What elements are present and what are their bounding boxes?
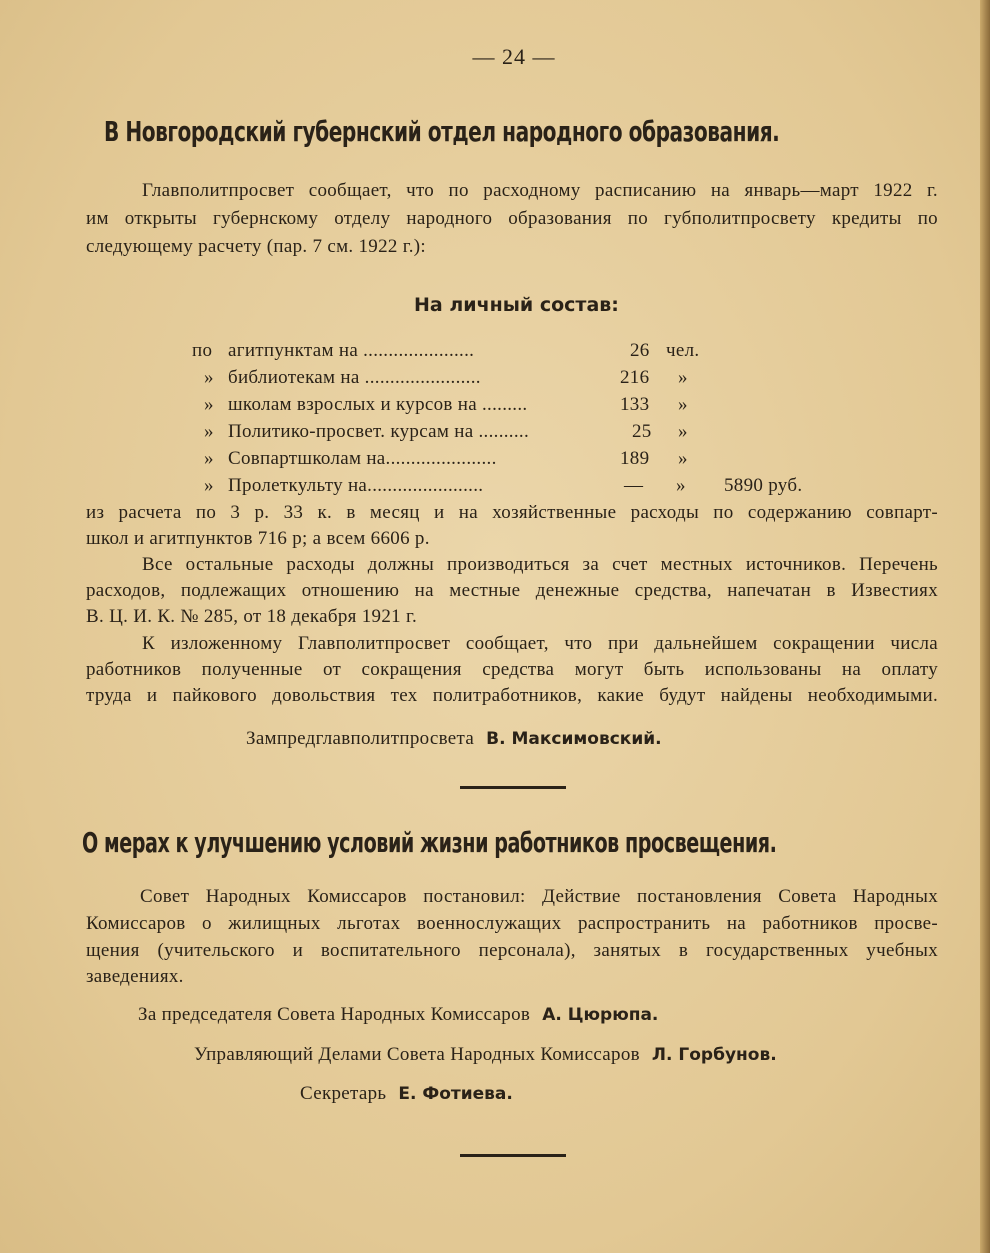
section2-line-3: щения (учительского и воспитательного персонала), занятых в государственных учебных: [86, 940, 938, 961]
staff-item-label: агитпунктам на ......................: [228, 340, 475, 361]
staff-item: [0, 475, 990, 501]
section2-signature: [194, 1044, 777, 1066]
section2-title: О мерах к улучшению условий жизни работников просвещения.: [82, 826, 777, 859]
section1-intro-line-2: им открыты губернскому отделу народного образования по губполитпросвету кредиты по: [86, 208, 938, 229]
section-divider: [460, 786, 566, 789]
staff-item-value: —: [624, 475, 644, 496]
section2-line-1: Совет Народных Комиссаров постановил: Действие постановления Совета Народных: [140, 886, 938, 907]
staff-item-label: Политико-просвет. курсам на ..........: [228, 421, 530, 442]
signature-role: За председателя Совета Народных Комиссаров: [138, 1004, 531, 1025]
signature-name: В. Максимовский.: [486, 729, 662, 749]
staff-item-unit: »: [678, 394, 688, 415]
staff-item-value: 216: [620, 367, 650, 388]
staff-item-prefix: »: [204, 421, 214, 442]
page-edge-shadow: [980, 0, 990, 1253]
signature-name: А. Цюрюпа.: [542, 1005, 659, 1025]
signature-name: Е. Фотиева.: [398, 1084, 513, 1104]
staff-item-label: библиотекам на .......................: [228, 367, 481, 388]
staff-subheading: На личный состав:: [414, 294, 619, 316]
para2-line-3: В. Ц. И. К. № 285, от 18 декабря 1921 г.: [86, 606, 418, 627]
staff-item-prefix: »: [204, 367, 214, 388]
section2-line-4: заведениях.: [86, 966, 184, 987]
signature-name: Л. Горбунов.: [651, 1045, 777, 1065]
staff-item-unit: чел.: [666, 340, 700, 361]
staff-item: [0, 394, 990, 420]
staff-item-unit: »: [678, 421, 688, 442]
section1-intro-line-1: Главполитпросвет сообщает, что по расходному расписанию на январь—март 1922 г.: [142, 180, 938, 201]
section2-signature: [300, 1083, 513, 1105]
staff-item-prefix: по: [192, 340, 213, 361]
staff-item-label: школам взрослых и курсов на .........: [228, 394, 528, 415]
staff-item-value: 26: [630, 340, 650, 361]
staff-item: [0, 448, 990, 474]
staff-item-value: 25: [632, 421, 652, 442]
page-number: — 24 —: [472, 44, 556, 69]
staff-total: 5890 руб.: [724, 475, 803, 496]
para3-line-1: К изложенному Главполитпросвет сообщает, что при дальнейшем сокращении числа: [142, 633, 938, 654]
staff-item-unit: »: [678, 448, 688, 469]
para3-line-2: работников полученные от сокращения средства могут быть использованы на оплату: [86, 659, 938, 680]
staff-item-label: Пролеткульту на.......................: [228, 475, 484, 496]
signature-role: Секретарь: [300, 1083, 387, 1104]
bottom-divider: [460, 1154, 566, 1157]
signature-role: Управляющий Делами Совета Народных Комиссаров: [194, 1044, 640, 1065]
staff-item-unit: »: [676, 475, 686, 496]
section2-signature: [138, 1004, 658, 1026]
section1-intro-line-3: следующему расчету (пар. 7 см. 1922 г.):: [86, 236, 426, 257]
para3-line-3: труда и пайкового довольствия тех политработников, какие будут найдены необходимыми.: [86, 685, 938, 706]
staff-item-prefix: »: [204, 475, 214, 496]
calc-line-2: школ и агитпунктов 716 р; а всем 6606 р.: [86, 528, 430, 549]
staff-item-prefix: »: [204, 448, 214, 469]
staff-item: [0, 340, 990, 366]
section1-signature: [246, 728, 662, 750]
staff-item-prefix: »: [204, 394, 214, 415]
staff-item-label: Совпартшколам на......................: [228, 448, 497, 469]
staff-item-value: 133: [620, 394, 650, 415]
staff-item: [0, 367, 990, 393]
para2-line-2: расходов, подлежащих отношению на местные денежные средства, напечатан в Известиях: [86, 580, 938, 601]
signature-role: Зампредглавполитпросвета: [246, 728, 475, 749]
section2-line-2: Комиссаров о жилищных льготах военнослужащих распространить на работников просве-: [86, 913, 938, 934]
para2-line-1: Все остальные расходы должны производиться за счет местных источников. Перечень: [142, 554, 938, 575]
staff-item-value: 189: [620, 448, 650, 469]
calc-line-1: из расчета по 3 р. 33 к. в месяц и на хозяйственные расходы по содержанию совпарт-: [86, 502, 938, 523]
staff-item-unit: »: [678, 367, 688, 388]
staff-item: [0, 421, 990, 447]
section1-title: В Новгородский губернский отдел народного образования.: [104, 115, 780, 148]
